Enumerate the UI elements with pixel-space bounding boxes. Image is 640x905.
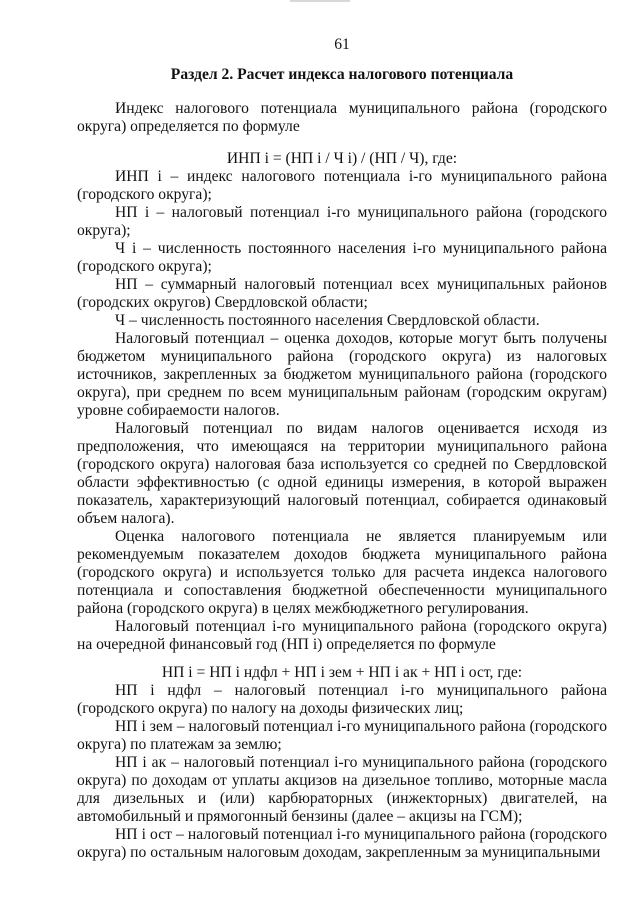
document-page xyxy=(77,36,607,862)
paragraph-assessment: Оценка налогового потенциала не является планируемым или рекомендуемым показателем доходов бюджета муниципального района (городского округа) и используется только для расчета индекса налогового потенциала и сопоставления бюджетной обеспеченности муниципального района (городского округа) в целях межбюджетного регулирования. xyxy=(77,528,607,617)
definition-np: НП – суммарный налоговый потенциал всех муниципальных районов (городских округов) Свердловской области; xyxy=(77,276,607,311)
formula-np-i: НП i = НП i ндфл + НП i зем + НП i ак + НП i ост, где: xyxy=(161,664,523,681)
definition-inp: ИНП i – индекс налогового потенциала i-го муниципального района (городского округа); xyxy=(77,168,607,203)
page-number: 61 xyxy=(334,36,350,53)
definition-np-ak: НП i ак – налоговый потенциал i-го муниципального района (городского округа) по доходам от уплаты акцизов на дизельное топливо, моторные масла для дизельных и (или) карбюраторных (инжекторных) двигателей, на автомобильный и прямогонный бензины (далее – акцизы на ГСМ); xyxy=(77,754,607,825)
definition-np-ndfl: НП i ндфл – налоговый потенциал i-го муниципального района (городского округа) по налогу на доходы физических лиц; xyxy=(77,682,607,717)
section-title: Раздел 2. Расчет индекса налогового потенциала xyxy=(170,66,514,83)
definition-ch: Ч – численность постоянного населения Свердловской области. xyxy=(115,312,540,329)
definition-ch-i: Ч i – численность постоянного населения i-го муниципального района (городского округа); xyxy=(77,240,607,275)
paragraph-tax-potential: Налоговый потенциал – оценка доходов, которые могут быть получены бюджетом муниципального района (городского округа) из налоговых источников, закрепленных за бюджетом муниципального района (городского округа), при среднем по всем муниципальным районам (городским округам) уровне собираемости налогов. xyxy=(77,330,607,419)
formula-inp: ИНП i = (НП i / Ч i) / (НП / Ч), где: xyxy=(226,150,458,167)
scan-edge-mark xyxy=(290,0,350,2)
paragraph-np-formula-intro: Налоговый потенциал i-го муниципального района (городского округа) на очередной финансовый год (НП i) определяется по формуле xyxy=(77,618,607,653)
definition-np-zem: НП i зем – налоговый потенциал i-го муниципального района (городского округа) по платежам за землю; xyxy=(77,718,607,753)
paragraph-intro: Индекс налогового потенциала муниципального района (городского округа) определяется по формуле xyxy=(77,100,607,135)
definition-np-i: НП i – налоговый потенциал i-го муниципального района (городского округа); xyxy=(77,204,607,239)
definition-np-ost: НП i ост – налоговый потенциал i-го муниципального района (городского округа) по остальным налоговым доходам, закрепленным за муниципальными xyxy=(77,826,607,861)
paragraph-tax-types: Налоговый потенциал по видам налогов оценивается исходя из предположения, что имеющаяся на территории муниципального района (городского округа) налоговая база используется со средней по Свердловской области эффективностью (с одной единицы измерения, в которой выражен показатель, характеризующий налоговый потенциал, собирается одинаковый объем налога). xyxy=(77,420,607,527)
